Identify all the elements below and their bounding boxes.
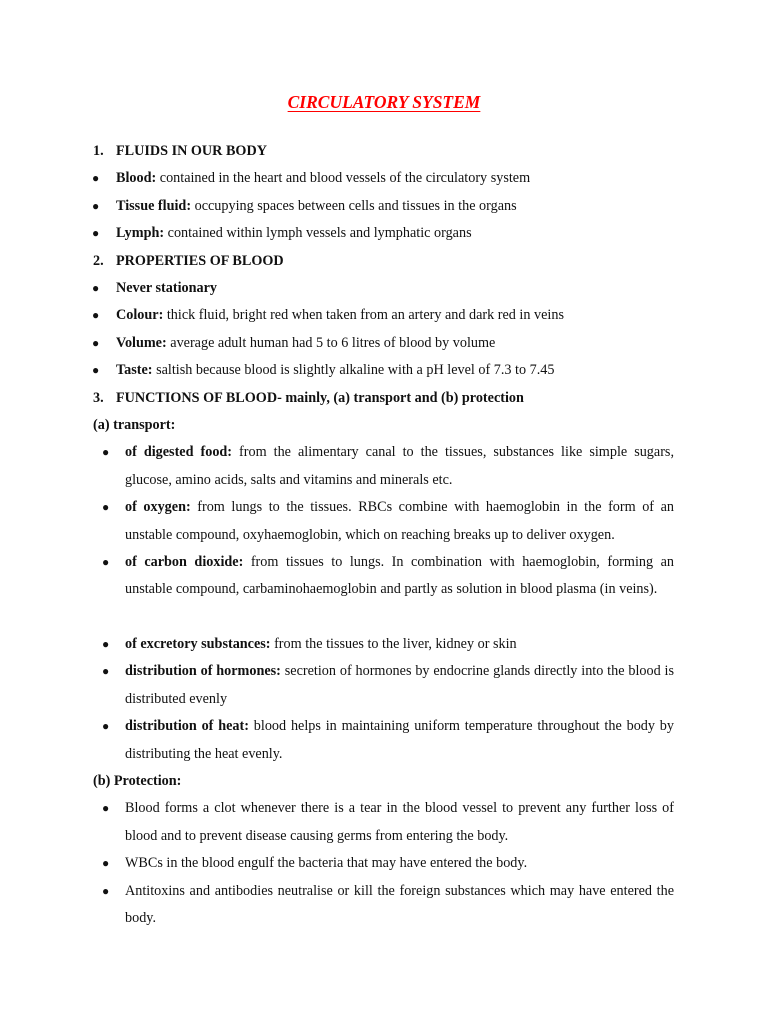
page-title: CIRCULATORY SYSTEM	[287, 92, 481, 112]
item-label: Taste:	[116, 362, 153, 379]
section-number: 2.	[93, 252, 104, 269]
section-number: 1.	[93, 143, 104, 159]
bullet-icon: ●	[92, 335, 100, 350]
item-text: blood helps in maintaining uniform temperature throughout the body by distributing the heat evenly.	[125, 718, 674, 762]
list-item	[0, 357, 768, 384]
item-label: Lymph:	[116, 225, 165, 242]
bullet-icon: ●	[102, 856, 110, 871]
list-item	[0, 631, 768, 658]
section-title: FLUIDS IN OUR BODY	[116, 143, 267, 159]
list-item	[0, 193, 768, 220]
list-item	[0, 165, 768, 192]
item-label: of excretory substances:	[125, 636, 271, 653]
document-body	[0, 138, 768, 932]
item-text: contained in the heart and blood vessels of the circulatory system	[156, 170, 531, 187]
item-text: from the alimentary canal to the tissues, substances like simple sugars, glucose, amino acids, salts and vitamins and minerals etc.	[125, 444, 674, 488]
subsection-heading-protection: (b) Protection:	[93, 773, 182, 790]
item-text: occupying spaces between cells and tissues in the organs	[191, 197, 517, 214]
item-text: from the tissues to the liver, kidney or skin	[270, 636, 517, 653]
item-label: of carbon dioxide:	[125, 553, 244, 570]
section-number: 3.	[93, 389, 104, 406]
bullet-icon: ●	[92, 226, 100, 241]
item-label: Tissue fluid:	[116, 197, 192, 214]
section-title: FUNCTIONS OF BLOOD- mainly, (a) transport and (b) protection	[116, 389, 524, 406]
item-text: Antitoxins and antibodies neutralise or kill the foreign substances which may have entered the body.	[125, 882, 674, 927]
bullet-icon: ●	[102, 664, 110, 679]
bullet-icon: ●	[92, 280, 100, 295]
item-text: from tissues to lungs. In combination with haemoglobin, forming an unstable compound, carbaminohaemoglobin and partly as solution in blood plasma (in veins).	[125, 553, 674, 598]
list-item	[0, 439, 768, 494]
bullet-icon: ●	[102, 801, 110, 816]
item-text: average adult human had 5 to 6 litres of blood by volume	[166, 334, 496, 351]
item-label: of digested food:	[125, 444, 233, 461]
section-title: PROPERTIES OF BLOOD	[116, 252, 284, 269]
item-label: distribution of hormones:	[125, 663, 281, 680]
bullet-icon: ●	[102, 500, 110, 515]
bullet-icon: ●	[102, 445, 110, 460]
item-label: Blood:	[116, 170, 157, 187]
bullet-icon: ●	[92, 308, 100, 323]
item-text: saltish because blood is slightly alkaline with a pH level of 7.3 to 7.45	[152, 362, 555, 379]
section-heading-functions	[0, 385, 768, 412]
list-item	[0, 549, 768, 631]
item-text: thick fluid, bright red when taken from an artery and dark red in veins	[163, 307, 564, 324]
item-label: Never stationary	[116, 279, 217, 296]
list-item	[0, 275, 768, 302]
list-item	[0, 795, 768, 850]
list-item	[0, 302, 768, 329]
section-heading-fluids	[0, 138, 768, 165]
bullet-icon: ●	[102, 637, 110, 652]
list-item	[0, 220, 768, 247]
list-item	[0, 878, 768, 933]
bullet-icon: ●	[92, 198, 100, 213]
bullet-icon: ●	[92, 171, 100, 186]
bullet-icon: ●	[102, 883, 110, 898]
list-item	[0, 713, 768, 768]
item-text: WBCs in the blood engulf the bacteria that may have entered the body.	[125, 855, 528, 872]
section-heading-properties	[0, 248, 768, 275]
item-text: Blood forms a clot whenever there is a tear in the blood vessel to prevent any further loss of blood and to prevent disease causing germs from entering the body.	[125, 800, 674, 844]
subsection-heading-transport: (a) transport:	[93, 416, 176, 433]
item-text: from lungs to the tissues. RBCs combine with haemoglobin in the form of an unstable compound, oxyhaemoglobin, which on reaching breaks up to deliver oxygen.	[125, 499, 675, 543]
bullet-icon: ●	[92, 363, 100, 378]
item-label: distribution of heat:	[125, 718, 249, 735]
list-item	[0, 330, 768, 357]
list-item	[0, 658, 768, 713]
item-text: contained within lymph vessels and lymphatic organs	[164, 225, 472, 242]
item-label: Volume:	[116, 334, 167, 351]
list-item	[0, 494, 768, 549]
list-item	[0, 850, 768, 877]
item-text: secretion of hormones by endocrine glands directly into the blood is distributed evenly	[125, 663, 675, 707]
bullet-icon: ●	[102, 554, 110, 569]
item-label: of oxygen:	[125, 499, 191, 516]
bullet-icon: ●	[102, 719, 110, 734]
item-label: Colour:	[116, 307, 164, 324]
